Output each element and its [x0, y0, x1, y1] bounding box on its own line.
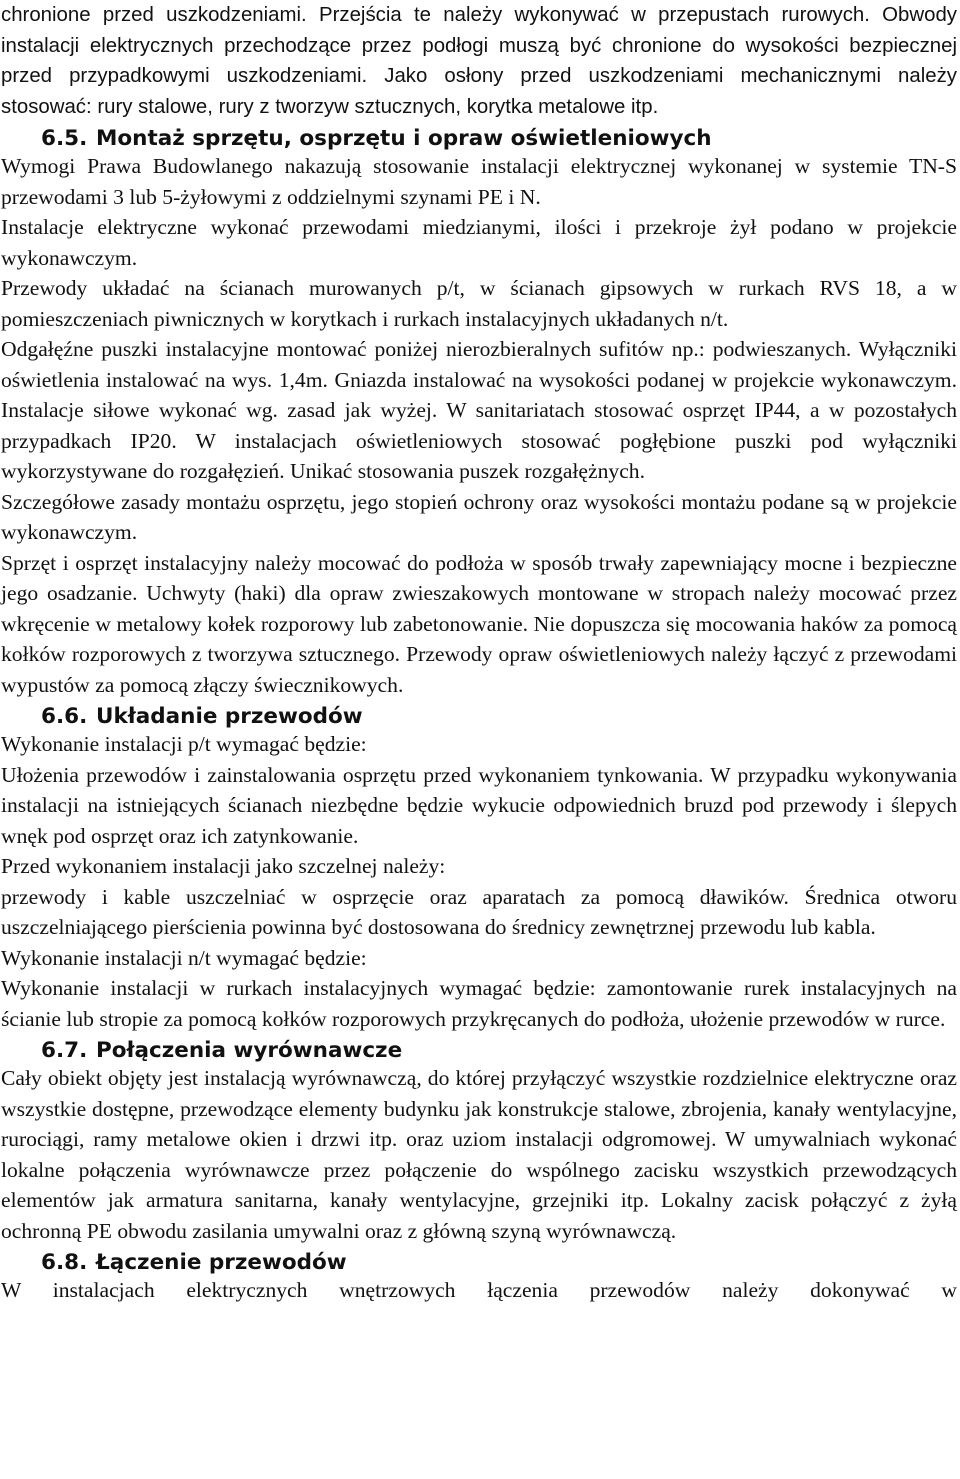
- paragraph: W instalacjach elektrycznych wnętrzowych łączenia przewodów należy dokonywać w: [1, 1278, 957, 1302]
- paragraph: Odgałęźne puszki instalacyjne montować poniżej nierozbieralnych sufitów np.: podwieszanych. Wyłączniki oświetlenia instalować na wys. 1,4m. Gniazda instalować na wysokości podanej w projekcie wykonawczym. Instalacje siłowe wykonać wg. zasad jak wyżej. W sanitariatach stosować osprzęt IP44, a w pozostałych przypadkach IP20. W instalacjach oświetleniowych stosować pogłębione puszki pod wyłączniki wykorzystywane do rozgałęzień. Unikać stosowania puszek rozgałężnych.: [1, 337, 957, 483]
- section-number: 6.5.: [41, 126, 88, 151]
- section-number: 6.7.: [41, 1038, 88, 1063]
- paragraph: Wymogi Prawa Budowlanego nakazują stosowanie instalacji elektrycznej wykonanej w systemie TN-S przewodami 3 lub 5-żyłowymi z oddzielnymi szynami PE i N.: [1, 154, 957, 209]
- paragraph: Wykonanie instalacji p/t wymagać będzie:: [1, 732, 367, 756]
- paragraph: przewody i kable uszczelniać w osprzęcie oraz aparatach za pomocą dławików. Średnica otworu uszczelniającego pierścienia powinna być dostosowana do średnicy zewnętrznej przewodu lub kabla.: [1, 884, 957, 939]
- section-number: 6.6.: [41, 704, 88, 729]
- paragraph: Sprzęt i osprzęt instalacyjny należy mocować do podłoża w sposób trwały zapewniający mocne i bezpieczne jego osadzanie. Uchwyty (haki) dla opraw zwieszakowych montowane w stropach należy mocować przez wkręcenie w metalowy kołek rozporowy lub zabetonowanie. Nie dopuszcza się mocowania haków za pomocą kołków rozporowych z tworzywa sztucznego. Przewody opraw oświetleniowych należy łączyć z przewodami wypustów za pomocą złączy świecznikowych.: [1, 550, 957, 697]
- paragraph: Wykonanie instalacji w rurkach instalacyjnych wymagać będzie: zamontowanie rurek instalacyjnych na ścianie lub stropie za pomocą kołków rozporowych przykręcanych do podłoża, ułożenie przewodów w rurce.: [1, 976, 957, 1031]
- section-title: Łączenie przewodów: [96, 1250, 347, 1275]
- section-title: Układanie przewodów: [96, 704, 363, 729]
- paragraph: Cały obiekt objęty jest instalacją wyrównawczą, do której przyłączyć wszystkie rozdzielnice elektryczne oraz wszystkie dostępne, przewodzące elementy budynku jak konstrukcje stalowe, zbrojenia, kanały wentylacyjne, rurociągi, ramy metalowe okien i drzwi itp. oraz uziom instalacji odgromowej. W umywalniach wykonać lokalne połączenia wyrównawcze przez połączenie do wspólnego zacisku wszystkich przewodzących elementów jak armatura sanitarna, kanały wentylacyjne, grzejniki itp. Lokalny zacisk połączyć z żyłą ochronną PE obwodu zasilania umywalni oraz z główną szyną wyrównawczą.: [1, 1066, 957, 1243]
- paragraph: Szczegółowe zasady montażu osprzętu, jego stopień ochrony oraz wysokości montażu podane są w projekcie wykonawczym.: [1, 489, 957, 544]
- intro-paragraph: chronione przed uszkodzeniami. Przejścia te należy wykonywać w przepustach rurowych. Obwody instalacji elektrycznych przechodzące przez podłogi muszą być chronione do wysokości bezpiecznej przed przypadkowymi uszkodzeniami. Jako osłony przed uszkodzeniami mechanicznymi należy stosować: rury stalowe, rury z tworzyw sztucznych, korytka metalowe itp.: [1, 4, 957, 118]
- paragraph: Przed wykonaniem instalacji jako szczelnej należy:: [1, 854, 446, 878]
- section-title: Połączenia wyrównawcze: [96, 1038, 403, 1063]
- paragraph: Wykonanie instalacji n/t wymagać będzie:: [1, 945, 367, 970]
- paragraph: Przewody układać na ścianach murowanych p/t, w ścianach gipsowych w rurkach RVS 18, a w pomieszczeniach piwnicznych w korytkach i rurkach instalacyjnych układanych n/t.: [1, 276, 957, 331]
- section-title: Montaż sprzętu, osprzętu i opraw oświetleniowych: [96, 126, 712, 151]
- paragraph: Ułożenia przewodów i zainstalowania osprzętu przed wykonaniem tynkowania. W przypadku wykonywania instalacji na istniejących ścianach niezbędne będzie wykucie odpowiednich bruzd pod przewody i ślepych wnęk pod osprzęt oraz ich zatynkowanie.: [1, 762, 957, 848]
- section-number: 6.8.: [41, 1250, 88, 1275]
- paragraph: Instalacje elektryczne wykonać przewodami miedzianymi, ilości i przekroje żył podano w projekcie wykonawczym.: [1, 215, 957, 270]
